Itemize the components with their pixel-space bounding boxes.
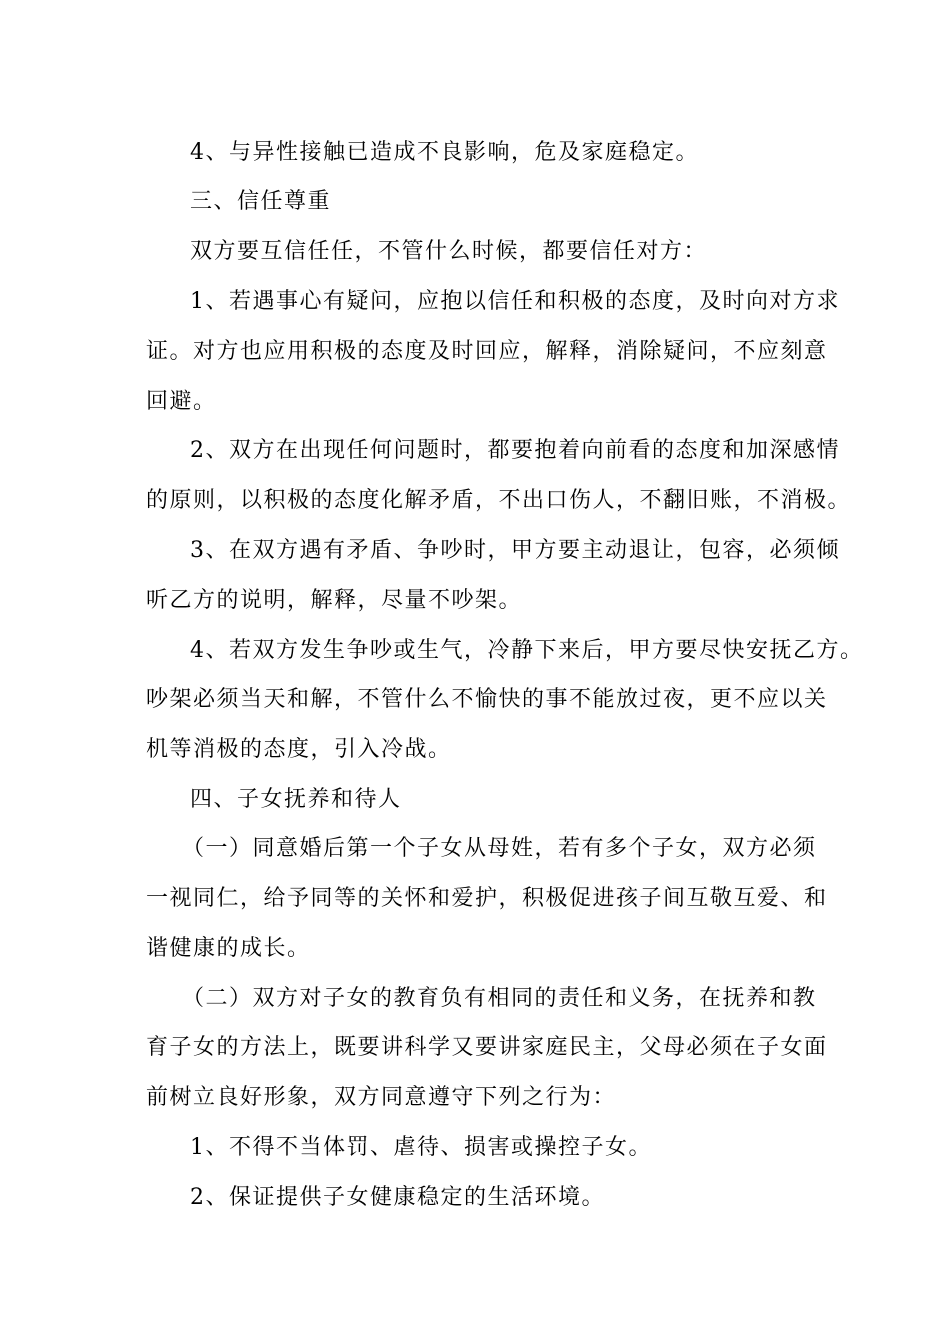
paragraph-line-6: 回避。 bbox=[146, 389, 217, 414]
paragraph-line-17: 谐健康的成长。 bbox=[146, 936, 311, 961]
paragraph-line-9: 3、在双方遇有矛盾、争吵时，甲方要主动退让，包容，必须倾 bbox=[190, 538, 840, 563]
paragraph-line-13: 机等消极的态度，引入冷战。 bbox=[146, 737, 452, 762]
paragraph-line-12: 吵架必须当天和解，不管什么不愉快的事不能放过夜，更不应以关 bbox=[146, 687, 828, 712]
paragraph-line-22: 2、保证提供子女健康稳定的生活环境。 bbox=[190, 1185, 605, 1210]
section-heading-children: 四、子女抚养和待人 bbox=[190, 787, 402, 812]
paragraph-line-15: （一）同意婚后第一个子女从母姓，若有多个子女，双方必须 bbox=[182, 836, 817, 861]
paragraph-line-19: 育子女的方法上，既要讲科学又要讲家庭民主，父母必须在子女面 bbox=[146, 1035, 828, 1060]
paragraph-line-8: 的原则，以积极的态度化解矛盾，不出口伤人，不翻旧账，不消极。 bbox=[146, 488, 852, 513]
paragraph-line-16: 一视同仁，给予同等的关怀和爱护，积极促进孩子间互敬互爱、和 bbox=[146, 886, 828, 911]
paragraph-line-5: 证。对方也应用积极的态度及时回应，解释，消除疑问，不应刻意 bbox=[146, 339, 828, 364]
paragraph-line-10: 听乙方的说明，解释，尽量不吵架。 bbox=[146, 588, 523, 613]
paragraph-line-21: 1、不得不当体罚、虐待、损害或操控子女。 bbox=[190, 1135, 652, 1160]
paragraph-line-20: 前树立良好形象，双方同意遵守下列之行为： bbox=[146, 1085, 617, 1110]
paragraph-line-18: （二）双方对子女的教育负有相同的责任和义务，在抚养和教 bbox=[182, 986, 817, 1011]
paragraph-line-3: 双方要互信任任，不管什么时候，都要信任对方： bbox=[190, 239, 708, 264]
paragraph-line-11: 4、若双方发生争吵或生气，冷静下来后，甲方要尽快安抚乙方。 bbox=[190, 638, 864, 663]
paragraph-line-7: 2、双方在出现任何问题时，都要抱着向前看的态度和加深感情 bbox=[190, 438, 840, 463]
paragraph-line-1: 4、与异性接触已造成不良影响，危及家庭稳定。 bbox=[190, 140, 699, 165]
section-heading-trust: 三、信任尊重 bbox=[190, 189, 332, 214]
paragraph-line-4: 1、若遇事心有疑问，应抱以信任和积极的态度，及时向对方求 bbox=[190, 289, 840, 314]
